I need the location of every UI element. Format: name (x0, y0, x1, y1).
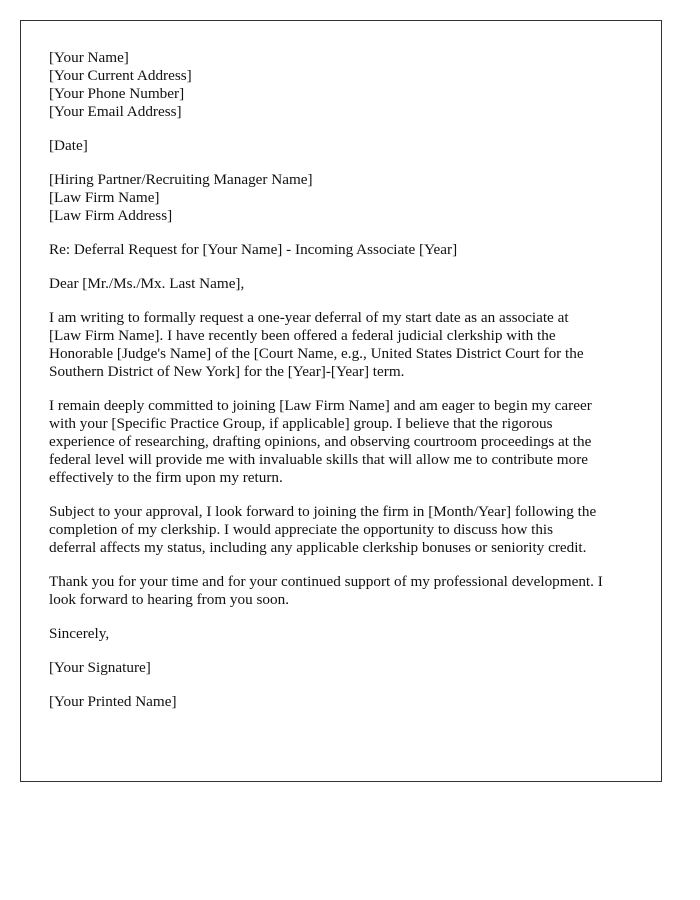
closing: Sincerely, (49, 625, 110, 642)
body-line: Subject to your approval, I look forward to joining the firm in [Month/Year] following the (49, 503, 597, 520)
recipient-address: [Law Firm Address] (49, 207, 173, 224)
body-paragraph-4 (49, 573, 639, 609)
printed-name-block (49, 693, 639, 711)
subject-block (49, 241, 639, 259)
body-line: look forward to hearing from you soon. (49, 591, 289, 608)
printed-name: [Your Printed Name] (49, 693, 177, 710)
body-paragraph-3 (49, 503, 639, 557)
body-line: I am writing to formally request a one-year deferral of my start date as an associate at (49, 309, 569, 326)
body-line: Honorable [Judge's Name] of the [Court Name, e.g., United States District Court for the (49, 345, 584, 362)
letter-content (49, 49, 639, 727)
sender-address: [Your Current Address] (49, 67, 192, 84)
recipient-name: [Hiring Partner/Recruiting Manager Name] (49, 171, 313, 188)
sender-name: [Your Name] (49, 49, 129, 66)
sender-email: [Your Email Address] (49, 103, 182, 120)
body-line: experience of researching, drafting opinions, and observing courtroom proceedings at the (49, 433, 592, 450)
letter-page (20, 20, 662, 782)
body-paragraph-1 (49, 309, 639, 381)
body-line: Southern District of New York] for the [Year]-[Year] term. (49, 363, 405, 380)
body-line: with your [Specific Practice Group, if applicable] group. I believe that the rigorous (49, 415, 553, 432)
body-line: effectively to the firm upon my return. (49, 469, 283, 486)
salutation-block (49, 275, 639, 293)
sender-phone: [Your Phone Number] (49, 85, 185, 102)
body-line: deferral affects my status, including any applicable clerkship bonuses or seniority credit. (49, 539, 587, 556)
body-line: Thank you for your time and for your continued support of my professional development. I (49, 573, 603, 590)
body-line: completion of my clerkship. I would appreciate the opportunity to discuss how this (49, 521, 554, 538)
signature: [Your Signature] (49, 659, 151, 676)
signature-block (49, 659, 639, 677)
letter-date: [Date] (49, 137, 88, 154)
body-paragraph-2 (49, 397, 639, 487)
recipient-firm: [Law Firm Name] (49, 189, 160, 206)
body-line: [Law Firm Name]. I have recently been offered a federal judicial clerkship with the (49, 327, 556, 344)
date-block (49, 137, 639, 155)
closing-block (49, 625, 639, 643)
sender-block (49, 49, 639, 121)
salutation: Dear [Mr./Ms./Mx. Last Name], (49, 275, 245, 292)
subject-line: Re: Deferral Request for [Your Name] - Incoming Associate [Year] (49, 241, 458, 258)
body-line: federal level will provide me with invaluable skills that will allow me to contribute more (49, 451, 589, 468)
recipient-block (49, 171, 639, 225)
body-line: I remain deeply committed to joining [Law Firm Name] and am eager to begin my career (49, 397, 592, 414)
